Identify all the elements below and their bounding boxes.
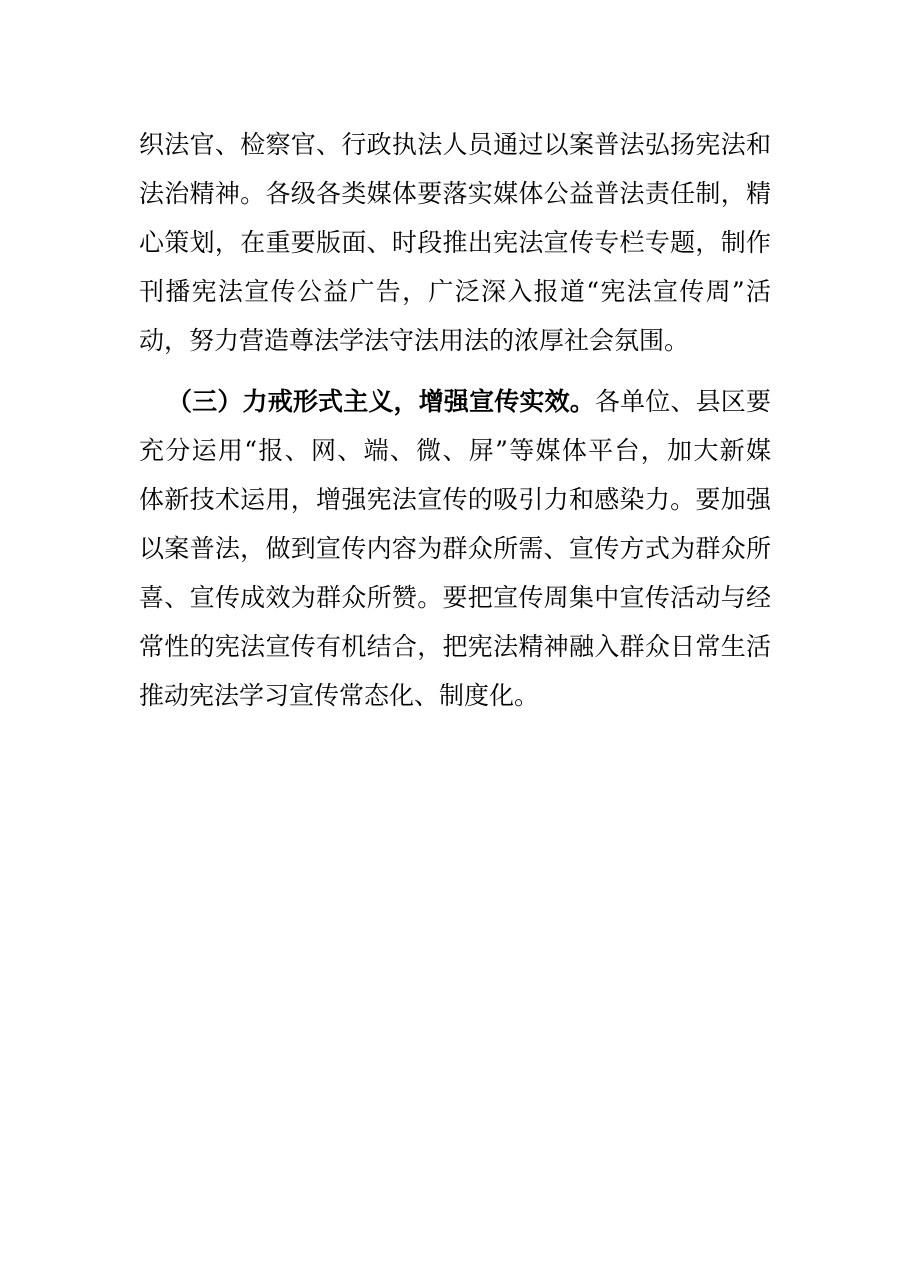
paragraph-line: 推动宪法学习宣传常态化、制度化。 <box>139 681 540 710</box>
paragraph-avoid-formalism <box>139 377 771 720</box>
paragraph-media-outreach <box>139 120 771 365</box>
paragraph-text: 各单位、县区要 <box>594 387 771 416</box>
document-body <box>139 120 771 720</box>
paragraph-line: 喜、宣传成效为群众所赞。要把宣传周集中宣传活动与经 <box>139 583 771 612</box>
paragraph-line: 心策划，在重要版面、时段推出宪法宣传专栏专题，制作 <box>139 228 771 257</box>
paragraph-line: 法治精神。各级各类媒体要落实媒体公益普法责任制，精 <box>139 179 771 208</box>
paragraph-line: 以案普法，做到宣传内容为群众所需、宣传方式为群众所 <box>139 534 771 563</box>
paragraph-line: 织法官、检察官、行政执法人员通过以案普法弘扬宪法和 <box>139 130 771 159</box>
paragraph-line: 动，努力营造尊法学法守法用法的浓厚社会氛围。 <box>139 326 690 355</box>
paragraph-line: 刊播宪法宣传公益广告，广泛深入报道“宪法宣传周”活 <box>139 277 771 306</box>
paragraph-line: 充分运用“报、网、端、微、屏”等媒体平台，加大新媒 <box>139 436 771 465</box>
paragraph-line: 体新技术运用，增强宪法宣传的吸引力和感染力。要加强 <box>139 485 771 514</box>
paragraph-spacer <box>139 365 771 377</box>
paragraph-first-line <box>139 377 771 426</box>
paragraph-line: 常性的宪法宣传有机结合，把宪法精神融入群众日常生活 <box>139 632 771 661</box>
section-heading: （三）力戒形式主义，增强宣传实效。 <box>167 387 595 416</box>
